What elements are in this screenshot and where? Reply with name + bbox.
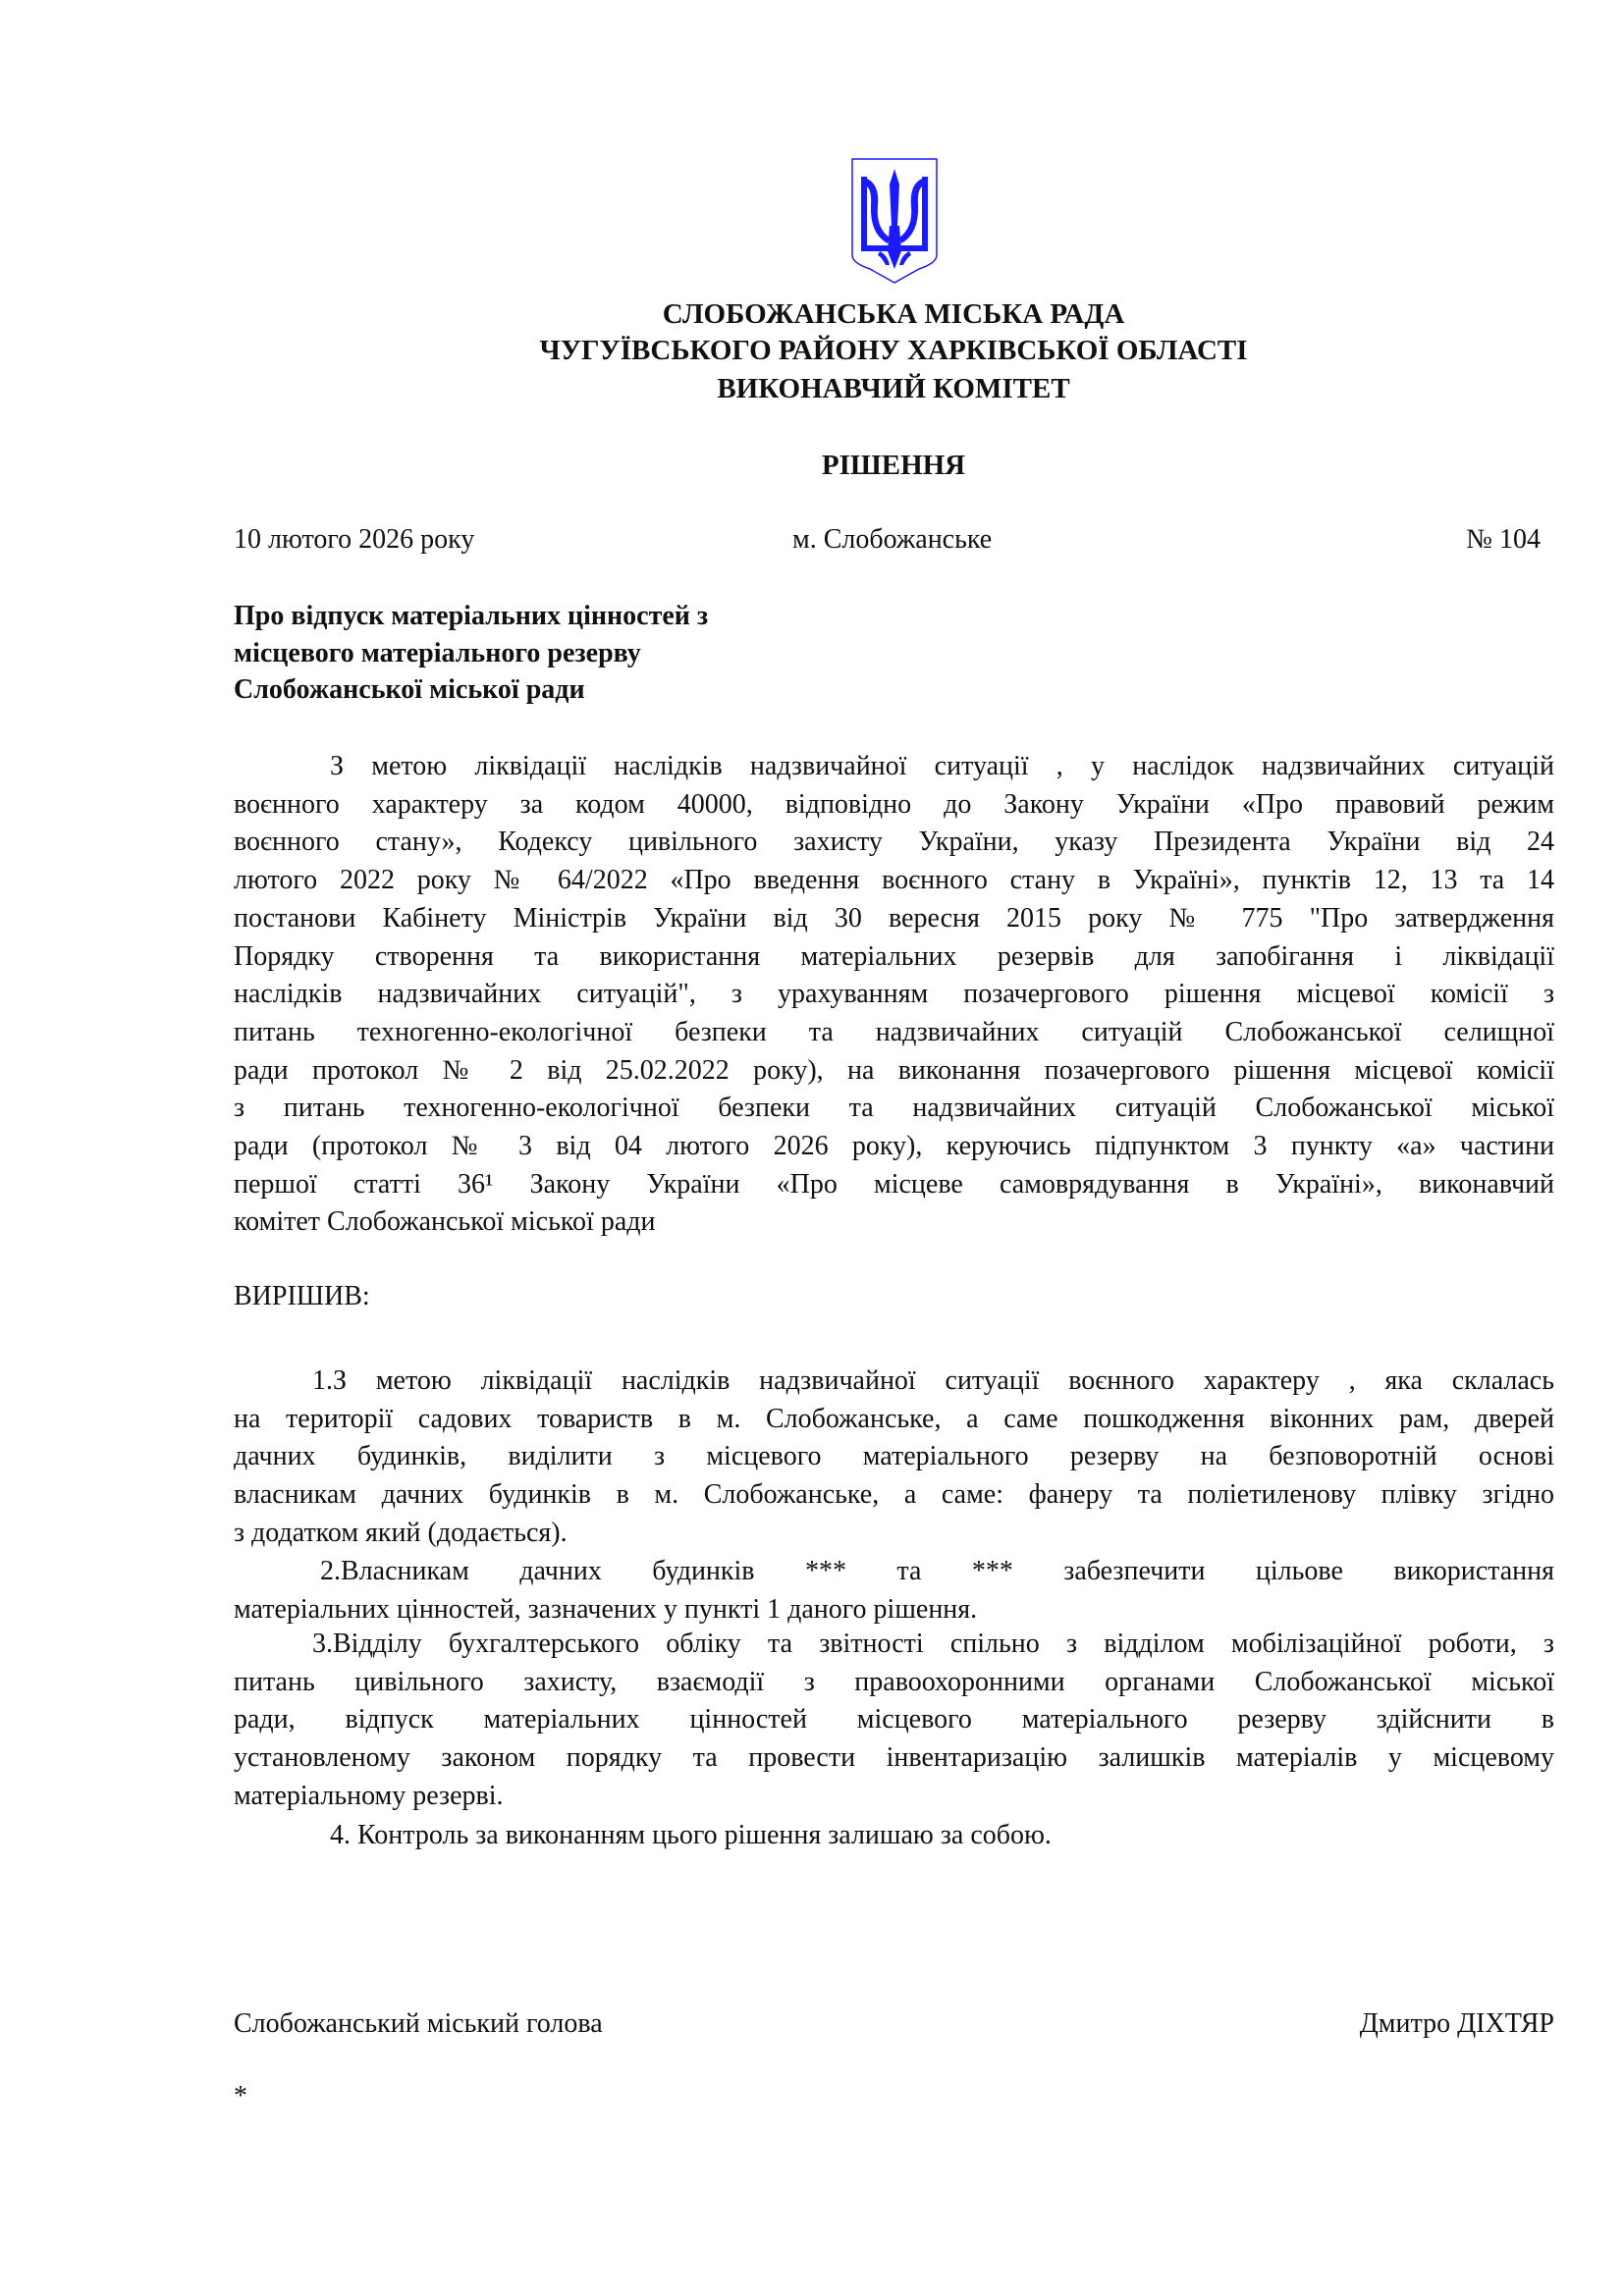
text-line: наслідків надзвичайних ситуацій", з урахуванням позачергового рішення місцевої комісії з: [234, 979, 1554, 1010]
text-line: 2.Власникам дачних будинків *** та *** забезпечити цільове використання: [320, 1556, 1554, 1586]
text-line: на території садових товариств в м. Слобожанське, а саме пошкодження віконних рам, дверей: [234, 1403, 1554, 1434]
text-line: ради протокол № 2 від 25.02.2022 року), на виконання позачергового рішення місцевої комісії: [234, 1054, 1554, 1086]
text-line: з питань техногенно-екологічної безпеки та надзвичайних ситуацій Слобожанської міської: [234, 1093, 1554, 1124]
text-line: 3.Відділу бухгалтерського обліку та звітності спільно з відділом мобілізаційної роботи, з: [312, 1629, 1554, 1659]
text-line: першої статті 36¹ Закону України «Про місцеве самоврядування в Україні», виконавчий: [234, 1168, 1554, 1200]
committee-name: ВИКОНАВЧИЙ КОМІТЕТ: [717, 373, 1070, 404]
district-name: ЧУГУЇВСЬКОГО РАЙОНУ ХАРКІВСЬКОЇ ОБЛАСТІ: [539, 335, 1248, 366]
text-line: 4. Контроль за виконанням цього рішення залишаю за собою.: [330, 1820, 1052, 1850]
council-name: СЛОБОЖАНСЬКА МІСЬКА РАДА: [662, 298, 1125, 330]
text-line: матеріальних цінностей, зазначених у пункті 1 даного рішення.: [234, 1593, 978, 1625]
text-line: комітет Слобожанської міської ради: [234, 1206, 656, 1238]
decision-date: 10 лютого 2026 року: [234, 524, 475, 555]
text-line: лютого 2022 року № 64/2022 «Про введення воєнного стану в Україні», пунктів 12, 13 та 14: [234, 865, 1554, 896]
title-line: місцевого матеріального резерву: [234, 638, 641, 668]
text-line: ради (протокол № 3 від 04 лютого 2026 року), керуючись підпунктом 3 пункту «а» частини: [234, 1131, 1554, 1161]
text-line: питань цивільного захисту, взаємодії з правоохоронними органами Слобожанської міської: [234, 1666, 1554, 1697]
text-line: Порядку створення та використання матеріальних резервів для запобігання і ліквідації: [234, 940, 1554, 972]
text-line: дачних будинків, виділити з місцевого матеріального резерву на безповоротній основі: [234, 1441, 1554, 1472]
text-line: матеріальному резерві.: [234, 1780, 504, 1811]
coat-of-arms-icon: [850, 157, 939, 285]
footnote-mark: *: [234, 2081, 247, 2111]
text-line: воєнного стану», Кодексу цивільного захисту України, указу Президента України від 24: [234, 827, 1554, 858]
title-line: Про відпуск матеріальних цінностей з: [234, 601, 709, 631]
text-line: з додатком який (додається).: [234, 1517, 568, 1548]
text-line: питань техногенно-екологічної безпеки та надзвичайних ситуацій Слобожанської селищної: [234, 1016, 1554, 1047]
text-line: 1.З метою ліквідації наслідків надзвичайної ситуації воєнного характеру , яка склалась: [312, 1365, 1554, 1396]
text-line: установленому законом порядку та провести інвентаризацію залишків матеріалів у місцевому: [234, 1742, 1554, 1774]
text-line: воєнного характеру за кодом 40000, відповідно до Закону України «Про правовий режим: [234, 788, 1554, 820]
decided-label: ВИРІШИВ:: [234, 1281, 370, 1311]
text-line: постанови Кабінету Міністрів України від 30 вересня 2015 року № 775 "Про затвердження: [234, 902, 1554, 934]
document-type: РІШЕННЯ: [821, 450, 966, 481]
text-line: власникам дачних будинків в м. Слобожанське, а саме: фанеру та поліетиленову плівку згідно: [234, 1479, 1554, 1511]
decision-place: м. Слобожанське: [792, 524, 993, 555]
title-line: Слобожанської міської ради: [234, 674, 585, 705]
signature-name: Дмитро ДІХТЯР: [1359, 2008, 1554, 2039]
text-line: ради, відпуск матеріальних цінностей місцевого матеріального резерву здійснити в: [234, 1704, 1554, 1735]
decision-number: № 104: [1466, 524, 1541, 555]
text-line: З метою ліквідації наслідків надзвичайної ситуації , у наслідок надзвичайних ситуацій: [330, 751, 1554, 781]
signature-position: Слобожанський міський голова: [234, 2008, 603, 2039]
